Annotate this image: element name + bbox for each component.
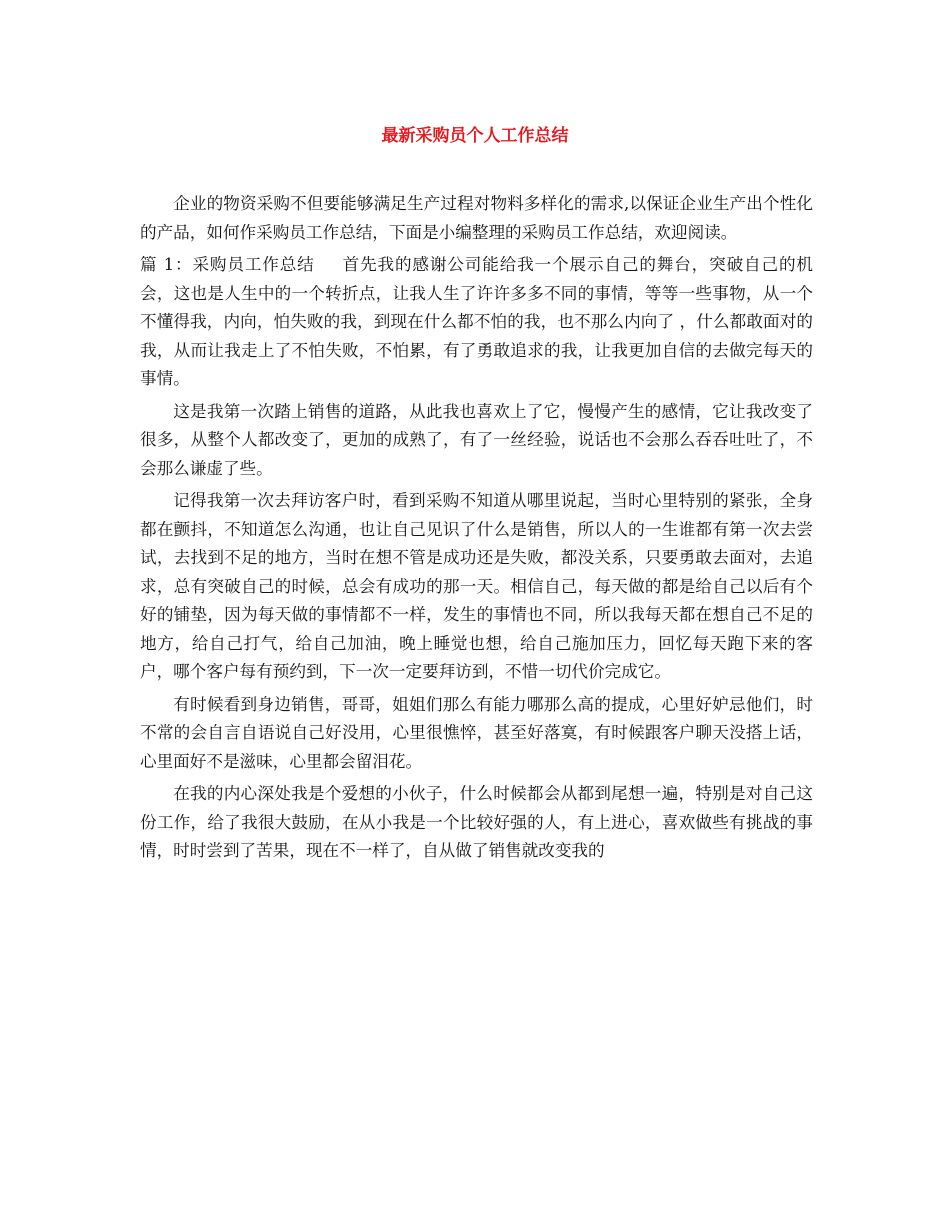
chapter-label: 篇 1：采购员工作总结 (140, 255, 315, 274)
body-paragraph: 在我的内心深处我是个爱想的小伙子，什么时候都会从都到尾想一遍，特别是对自己这份工作，给了我很大鼓励，在从小我是一个比较好强的人，有上进心，喜欢做些有挑战的事情，时时尝到了苦果，现在不一样了，自从做了销售就改变我的 (140, 784, 813, 860)
body-paragraph: 有时候看到身边销售，哥哥，姐姐们那么有能力哪那么高的提成，心里好妒忌他们，时不常的会自言自语说自己好没用，心里很憔悴，甚至好落寞，有时候跟客户聊天没搭上话，心里面好不是滋味，心里都会留泪花。 (140, 694, 813, 771)
chapter-first-paragraph-text: 首先我的感谢公司能给我一个展示自己的舞台，突破自己的机会，这也是人生中的一个转折点，让我人生了许许多多不同的事情，等等一些事物，从一个不懂得我，内向，怕失败的我，到现在什么都不怕的我，也不那么内向了 ，什么都敢面对的我，从而让我走上了不怕失败，不怕累，有了勇敢追求的我，让我更加自信的去做完每天的事情。 (140, 255, 813, 388)
intro-paragraph: 企业的物资采购不但要能够满足生产过程对物料多样化的需求,以保证企业生产出个性化的产品，如何作采购员工作总结，下面是小编整理的采购员工作总结，欢迎阅读。 (140, 194, 813, 242)
body-paragraph: 记得我第一次去拜访客户时，看到采购不知道从哪里说起，当时心里特别的紧张，全身都在颤抖，不知道怎么沟通，也让自己见识了什么是销售，所以人的一生谁都有第一次去尝试，去找到不足的地方，当时在想不管是成功还是失败，都没关系，只要勇敢去面对，去追求，总有突破自己的时候，总会有成功的那一天。相信自己，每天做的都是给自己以后有个好的铺垫，因为每天做的事情都不一样，发生的事情也不同，所以我每天都在想自己不足的地方，给自己打气，给自己加油，晚上睡觉也想，给自己施加压力，回忆每天跑下来的客户，哪个客户每有预约到，下一次一定要拜访到，不惜一切代价完成它。 (140, 491, 813, 681)
document-title: 最新采购员个人工作总结 (381, 126, 569, 146)
body-paragraph: 这是我第一次踏上销售的道路，从此我也喜欢上了它，慢慢产生的感情，它让我改变了很多，从整个人都改变了，更加的成熟了，有了一丝经验，说话也不会那么吞吞吐吐了，不会那么谦虚了些。 (140, 401, 813, 478)
document-body (140, 190, 813, 870)
chapter-first-paragraph (140, 251, 813, 394)
